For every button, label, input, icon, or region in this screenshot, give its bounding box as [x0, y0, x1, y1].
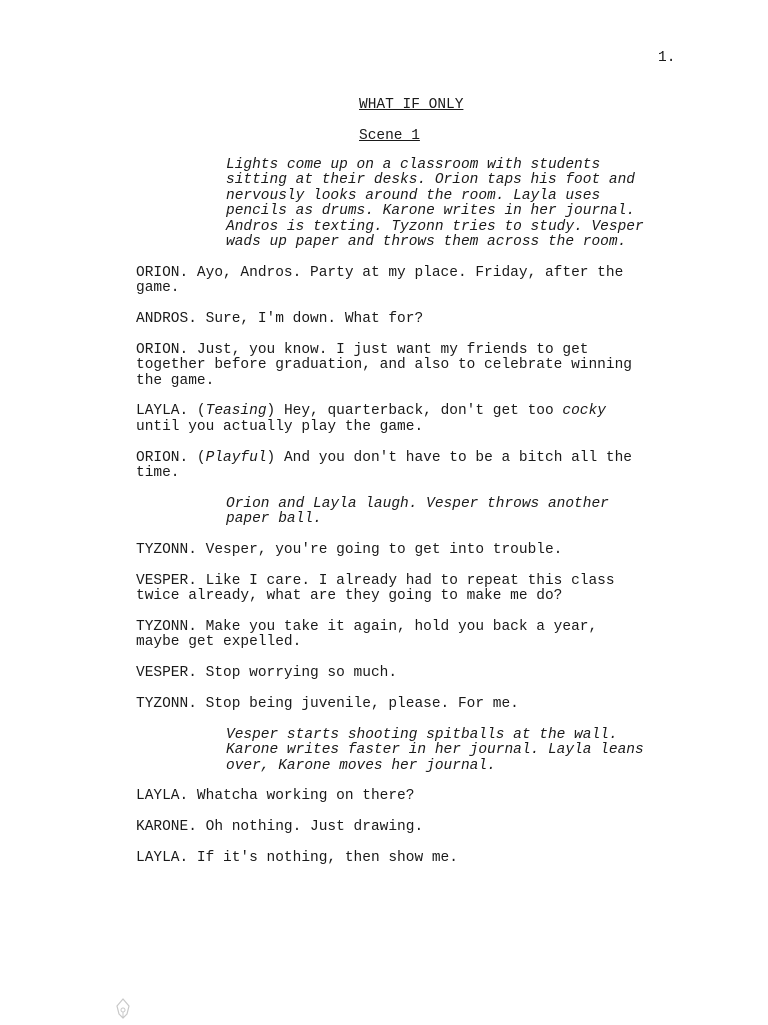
script-title: WHAT IF ONLY [359, 97, 464, 113]
dialogue-line: TYZONN. Make you take it again, hold you back a year, maybe get expelled. [136, 619, 598, 651]
dialogue-line: VESPER. Like I care. I already had to repeat this class twice already, what are they going to make me do? [136, 572, 615, 605]
parenthetical: Playful [205, 449, 267, 466]
dialogue-line: TYZONN. Vesper, you're going to get into trouble. [136, 542, 563, 559]
dialogue-line: ANDROS. Sure, I'm down. What for? [136, 311, 424, 328]
dialogue-text: ) Hey, quarterback, don't get too [266, 403, 563, 420]
dialogue-line: TYZONN. Stop being juvenile, please. For me. [136, 696, 519, 713]
parenthetical: Teasing [205, 403, 267, 420]
dialogue-text: ) And you don't have to be a bitch all the time. [136, 449, 633, 482]
action-line: Orion and Layla laugh. Vesper throws another paper ball. [226, 495, 609, 528]
dialogue-line: ORION. Just, you know. I just want my friends to get together before graduation, and also to celebrate winning the game. [136, 341, 632, 389]
dialogue-line: KARONE. Oh nothing. Just drawing. [136, 819, 424, 836]
speaker-name: LAYLA. ( [136, 403, 206, 420]
dialogue-line: ORION. Ayo, Andros. Party at my place. Friday, after the game. [136, 264, 624, 297]
pen-nib-icon [114, 998, 132, 1020]
page-number: 1. [658, 50, 676, 66]
dialogue-line: VESPER. Stop worrying so much. [136, 665, 398, 682]
scene-heading: Scene 1 [359, 128, 420, 144]
action-line: Vesper starts shooting spitballs at the wall. Karone writes faster in her journal. Layla leans over, Karone moves her journal. [226, 726, 644, 774]
script-body [136, 158, 676, 882]
dialogue-line [136, 404, 676, 435]
emphasis-text: cocky [562, 403, 606, 420]
dialogue-line: LAYLA. Whatcha working on there? [136, 788, 415, 805]
dialogue-text: until you actually play the game. [136, 418, 424, 435]
action-line: Lights come up on a classroom with students sitting at their desks. Orion taps his foot and nervously looks around the room. Layla uses pencils as drums. Karone writes in her journal. Andros is texting. Tyzonn tries to study. Vesper wads up paper and throws them across the room. [226, 157, 644, 251]
dialogue-line: LAYLA. If it's nothing, then show me. [136, 850, 458, 867]
dialogue-line [136, 451, 676, 482]
speaker-name: ORION. ( [136, 449, 206, 466]
